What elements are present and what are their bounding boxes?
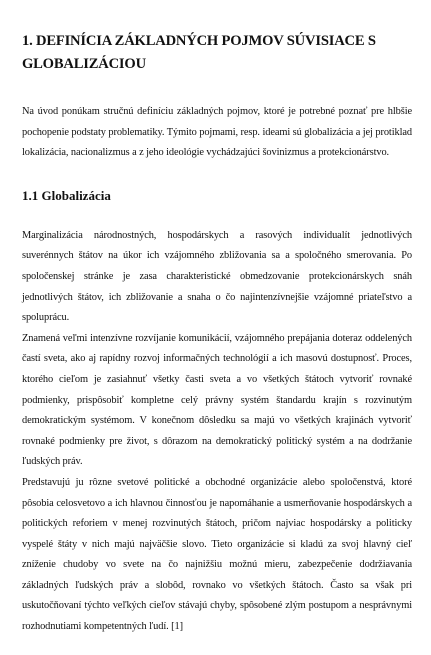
- section-paragraph-2: Znamená veľmi intenzívne rozvíjanie komunikácií, vzájomného prepájania doteraz oddelených častí sveta, ako aj rapídny rozvoj informačných technológií a ich masovú dostupnosť. Proces, ktorého cieľom je zasiahnuť všetky časti sveta a vo všetkých štátoch vytvoriť rovnaké podmienky, prispôsobiť kompletne celý právny systém štandardu krajín s rozvinutým demokratickým systémom. V konečnom dôsledku sa majú vo všetkých krajinách vytvoriť rovnaké podmienky pre život, s dôrazom na demokratický politický systém a na dodržanie ľudských práv.: [22, 332, 412, 468]
- intro-block: [22, 102, 412, 164]
- section-body: [22, 226, 412, 638]
- intro-paragraph: Na úvod ponúkam stručnú definíciu základných pojmov, ktoré je potrebné poznať pre hlbšie pochopenie podstaty problematiky. Týmito pojmami, resp. ideami sú globalizácia a jej protiklad lokalizácia, nacionalizmus a z jeho ideológie vychádzajúci šovinizmus a protekcionárstvo.: [22, 106, 412, 159]
- section-paragraph-3: Predstavujú ju rôzne svetové politické a obchodné organizácie alebo spoločenstvá, ktoré pôsobia celosvetovo a ich hlavnou činnosťou je napomáhanie a usmerňovanie hospodárskych a politických reforiem v menej rozvinutých štátoch, pričom najviac hospodársky a politicky vyspelé štáty v nich majú najväčšie slovo. Tieto organizácie si kladú za svoj hlavný cieľ zníženie chudoby vo svete na čo najnižšiu možnú mieru, zabezpečenie dodržiavania základných ľudských práv a slobôd, rovnako vo všetkých štátoch. Často sa však pri uskutočňovaní týchto veľkých cieľov stávajú chyby, spôsobené zlým postupom a nesprávnymi rozhodnutiami kompetentných ľudí. [1]: [22, 476, 412, 633]
- section-paragraph-1: Marginalizácia národnostných, hospodárskych a rasových individualít jednotlivých suverénnych štátov na úkor ich vzájomného zbližovania sa a spoločného smerovania. Po spoločenskej stránke je zasa charakteristické obmedzovanie protekcionárskych snáh jednotlivých štátov, ich zbližovanie a snaha o čo najintenzívnejšie vzájomné priateľstvo a spoluprácu.: [22, 229, 412, 324]
- page-title: 1. DEFINÍCIA ZÁKLADNÝCH POJMOV SÚVISIACE S GLOBALIZÁCIOU: [22, 33, 376, 72]
- document-page: [22, 30, 412, 638]
- section-heading: 1.1 Globalizácia: [22, 187, 111, 203]
